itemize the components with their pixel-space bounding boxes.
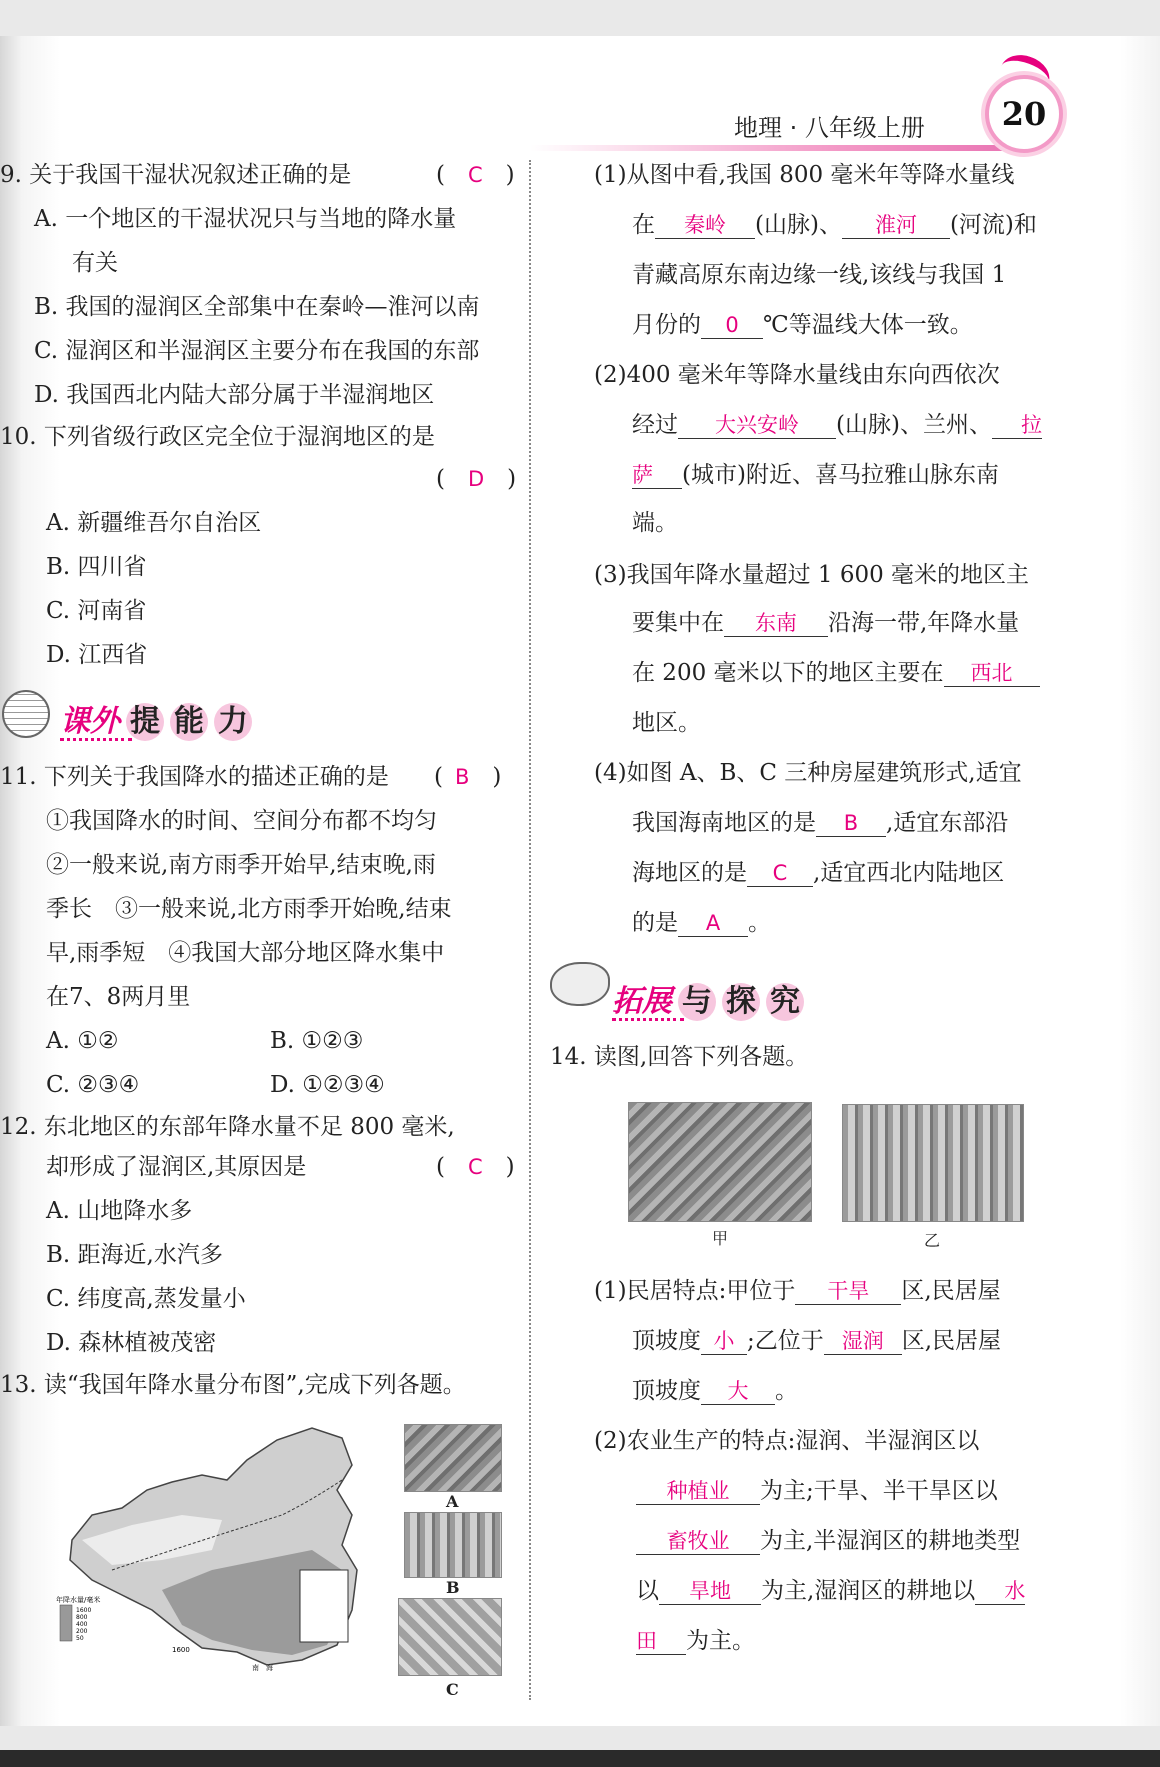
q12-option-c: C. 纬度高,蒸发量小 (46, 1286, 246, 1312)
q11-answer: B (454, 765, 470, 789)
house-photo-b-label: B (446, 1578, 460, 1597)
q12-answer-bracket: ( C ) (436, 1154, 515, 1180)
q14-2-answer-herding: 畜牧业 (636, 1528, 760, 1555)
map-label-sea: 南 海 (252, 1664, 273, 1672)
q13-1-line1: (1)从图中看,我国 800 毫米年等降水量线 (594, 162, 1015, 188)
q13-2-l3-post: (城市)附近、喜马拉雅山脉东南 (682, 462, 999, 488)
q13-1-line3: 青藏高原东南边缘一线,该线与我国 1 (632, 262, 1007, 288)
section2-label-a: 拓展 (612, 984, 672, 1019)
q14-1-answer-dry: 干旱 (795, 1278, 901, 1305)
q13-3-l3-pre: 在 200 毫米以下的地区主要在 (632, 660, 944, 686)
q14-2-answer-farming: 种植业 (636, 1478, 760, 1505)
q13-2-line4: 端。 (632, 510, 678, 536)
q10-answer: D (467, 467, 485, 491)
section-heading-explore (612, 976, 804, 1021)
q14-2-answer-dryland: 旱地 (659, 1578, 761, 1605)
q13-2-l2-mid: (山脉)、兰州、 (836, 412, 992, 438)
q14-1-answer-large: 大 (701, 1378, 775, 1405)
q11-statement-5: 在7、8两月里 (46, 984, 191, 1010)
q14-2-answer-paddy-part2: 田 (636, 1628, 686, 1655)
q12-option-d: D. 森林植被茂密 (46, 1330, 217, 1356)
q13-3-l2-pre: 要集中在 (632, 610, 724, 636)
q13-1-l4-post: ℃等温线大体一致。 (763, 312, 973, 338)
q13-2-answer-city-part1: 拉 (992, 412, 1042, 439)
q9-option-a: A. 一个地区的干湿状况只与当地的降水量 (34, 206, 457, 232)
page-number-badge: 20 (985, 75, 1063, 153)
q11-statement-4: 早,雨季短 ④我国大部分地区降水集中 (46, 940, 445, 966)
map-legend-value-2: 800 (76, 1614, 88, 1621)
map-legend-title: 年降水量/毫米 (56, 1596, 101, 1604)
q11-statement-2: ②一般来说,南方雨季开始早,结束晚,雨 (46, 852, 436, 878)
q9-answer: C (467, 163, 483, 187)
page-header-title: 地理 · 八年级上册 (734, 114, 925, 142)
house-photo-a-label: A (446, 1492, 459, 1511)
house-photo-c (398, 1598, 502, 1676)
q13-4-l2-post: ,适宜东部沿 (886, 810, 1009, 836)
house-photo-b (404, 1512, 502, 1578)
header-decoration-line (530, 145, 1030, 151)
q13-4-answer-northwest: A (678, 910, 748, 937)
q10-option-d: D. 江西省 (46, 642, 148, 668)
q14-1-line3 (632, 1376, 798, 1406)
q12-stem-line1: 12. 东北地区的东部年降水量不足 800 毫米, (0, 1114, 455, 1140)
q13-3-line1: (3)我国年降水量超过 1 600 毫米的地区主 (594, 562, 1030, 588)
q13-3-line4: 地区。 (632, 710, 701, 736)
q14-1-l3-pre: 顶坡度 (632, 1378, 701, 1404)
section2-chip-3: 究 (766, 983, 804, 1021)
q14-2-line2 (636, 1476, 998, 1506)
q14-2-l2-post: 为主;干旱、半干旱区以 (760, 1478, 998, 1504)
south-sea-inset (300, 1570, 348, 1642)
q14-2-l4-mid: 为主,湿润区的耕地以 (761, 1578, 976, 1604)
q13-1-l2-mid: (山脉)、 (755, 212, 842, 238)
palette-icon (550, 962, 610, 1006)
q13-2-answer-mountain: 大兴安岭 (678, 412, 836, 439)
q14-1-l1-post: 区,民居屋 (901, 1278, 1001, 1304)
q14-1-answer-small: 小 (701, 1328, 747, 1355)
q9-stem: 9. 关于我国干湿状况叙述正确的是 (0, 162, 352, 188)
map-legend-value-1: 1600 (76, 1607, 92, 1614)
q13-4-line1: (4)如图 A、B、C 三种房屋建筑形式,适宜 (594, 760, 1022, 786)
q9-answer-bracket: ( C ) (436, 162, 515, 188)
column-divider (529, 160, 531, 1700)
q14-2-line3 (636, 1526, 1020, 1556)
q13-2-answer-city-part2: 萨 (632, 462, 682, 489)
q14-1-answer-humid: 湿润 (824, 1328, 902, 1355)
map-legend-value-3: 400 (76, 1621, 88, 1628)
q13-4-answer-east: C (747, 860, 813, 887)
house-photo-a (404, 1424, 502, 1492)
q13-3-line2 (632, 608, 1019, 638)
q13-1-l2-post: (河流)和 (949, 212, 1037, 238)
q10-stem: 10. 下列省级行政区完全位于湿润地区的是 (0, 424, 435, 450)
q14-2-l5-post: 为主。 (686, 1628, 755, 1654)
map-legend-swatches (60, 1605, 72, 1641)
q14-2-line1: (2)农业生产的特点:湿润、半湿润区以 (594, 1428, 980, 1454)
q11-statement-1: ①我国降水的时间、空间分布都不均匀 (46, 808, 437, 834)
q13-4-l2-pre: 我国海南地区的是 (632, 810, 816, 836)
q10-option-b: B. 四川省 (46, 554, 147, 580)
q13-4-l4-pre: 的是 (632, 910, 678, 936)
q13-3-answer-southeast: 东南 (724, 610, 828, 637)
bottom-bar (0, 1750, 1160, 1767)
q13-3-answer-northwest: 西北 (944, 660, 1040, 687)
section1-underline (60, 738, 132, 741)
photo-jia-dry-houses (628, 1102, 812, 1222)
q13-4-l3-pre: 海地区的是 (632, 860, 747, 886)
q14-1-l1-pre: (1)民居特点:甲位于 (594, 1278, 796, 1304)
q13-1-answer-mountain: 秦岭 (655, 212, 755, 239)
q13-4-answer-hainan: B (816, 810, 886, 837)
precipitation-map (52, 1420, 400, 1682)
q10-option-a: A. 新疆维吾尔自治区 (46, 510, 262, 536)
q13-4-line4 (632, 908, 771, 938)
section2-chip-1: 与 (678, 983, 716, 1021)
q9-option-d: D. 我国西北内陆大部分属于半湿润地区 (34, 382, 435, 408)
q14-1-l2-post: 区,民居屋 (901, 1328, 1002, 1354)
q11-option-c: C. ②③④ (46, 1072, 140, 1098)
q14-1-line2 (632, 1326, 1001, 1356)
q14-2-answer-paddy-part1: 水 (975, 1578, 1025, 1605)
globe-icon (2, 690, 50, 738)
q14-1-line1 (594, 1276, 1001, 1306)
section-heading-extracurricular (60, 696, 252, 741)
q9-option-a-cont: 有关 (72, 250, 118, 276)
q13-3-l2-post: 沿海一带,年降水量 (828, 610, 1020, 636)
q13-2-line2 (632, 410, 1042, 440)
q11-option-a: A. ①② (46, 1028, 119, 1054)
q13-1-answer-river: 淮河 (842, 212, 950, 239)
q13-4-l4-post: 。 (748, 910, 771, 936)
q11-stem: 11. 下列关于我国降水的描述正确的是 (0, 764, 389, 790)
map-legend-value-4: 200 (76, 1628, 88, 1635)
q13-2-line1: (2)400 毫米年等降水量线由东向西依次 (594, 362, 1000, 388)
q10-answer-bracket: ( D ) (436, 466, 517, 492)
q13-4-l3-post: ,适宜西北内陆地区 (813, 860, 1005, 886)
q14-stem: 14. 读图,回答下列各题。 (550, 1044, 809, 1070)
q14-2-l4-pre: 以 (636, 1578, 659, 1604)
q12-answer: C (467, 1155, 483, 1179)
q12-option-b: B. 距海近,水汽多 (46, 1242, 223, 1268)
section2-chip-2: 探 (722, 983, 760, 1021)
q13-2-line3 (632, 460, 999, 490)
q13-2-l2-pre: 经过 (632, 412, 678, 438)
q14-2-line5 (636, 1626, 755, 1656)
q11-option-b: B. ①②③ (270, 1028, 364, 1054)
photo-yi-label: 乙 (924, 1231, 941, 1250)
section1-chip-3: 力 (214, 703, 252, 741)
q13-3-line3 (632, 658, 1040, 688)
q12-stem-line2: 却形成了湿润区,其原因是 (46, 1154, 307, 1180)
q9-option-c: C. 湿润区和半湿润区主要分布在我国的东部 (34, 338, 480, 364)
q13-stem: 13. 读“我国年降水量分布图”,完成下列各题。 (0, 1372, 466, 1398)
map-legend-value-5: 50 (76, 1635, 84, 1642)
q10-option-c: C. 河南省 (46, 598, 147, 624)
q14-2-line4 (636, 1576, 1025, 1606)
q14-2-l3-post: 为主,半湿润区的耕地类型 (760, 1528, 1021, 1554)
q13-1-answer-temp: 0 (701, 312, 763, 339)
section1-label-a: 课外 (60, 704, 120, 739)
q13-1-line4 (632, 310, 973, 340)
map-label-isohyet: 1600 (172, 1646, 190, 1654)
q13-1-l4-pre: 月份的 (632, 312, 701, 338)
section1-chip-2: 能 (170, 703, 208, 741)
q11-option-d: D. ①②③④ (270, 1072, 385, 1098)
q14-1-l2-pre: 顶坡度 (632, 1328, 701, 1354)
house-photo-c-label: C (446, 1680, 459, 1699)
q12-option-a: A. 山地降水多 (46, 1198, 193, 1224)
q13-1-l2-pre: 在 (632, 212, 655, 238)
q14-1-l3-post: 。 (775, 1378, 798, 1404)
q13-4-line3 (632, 858, 1004, 888)
photo-yi-canal-houses (842, 1104, 1024, 1222)
q9-option-b: B. 我国的湿润区全部集中在秦岭—淮河以南 (34, 294, 480, 320)
photo-jia-label: 甲 (712, 1229, 729, 1248)
q14-1-l2-mid: ;乙位于 (747, 1328, 824, 1354)
section1-chip-1: 提 (126, 703, 164, 741)
section2-underline (612, 1018, 684, 1021)
q13-4-line2 (632, 808, 1008, 838)
q11-answer-bracket: ( B ) (434, 764, 502, 790)
q13-1-line2 (632, 210, 1037, 240)
q11-statement-3: 季长 ③一般来说,北方雨季开始晚,结束 (46, 896, 452, 922)
